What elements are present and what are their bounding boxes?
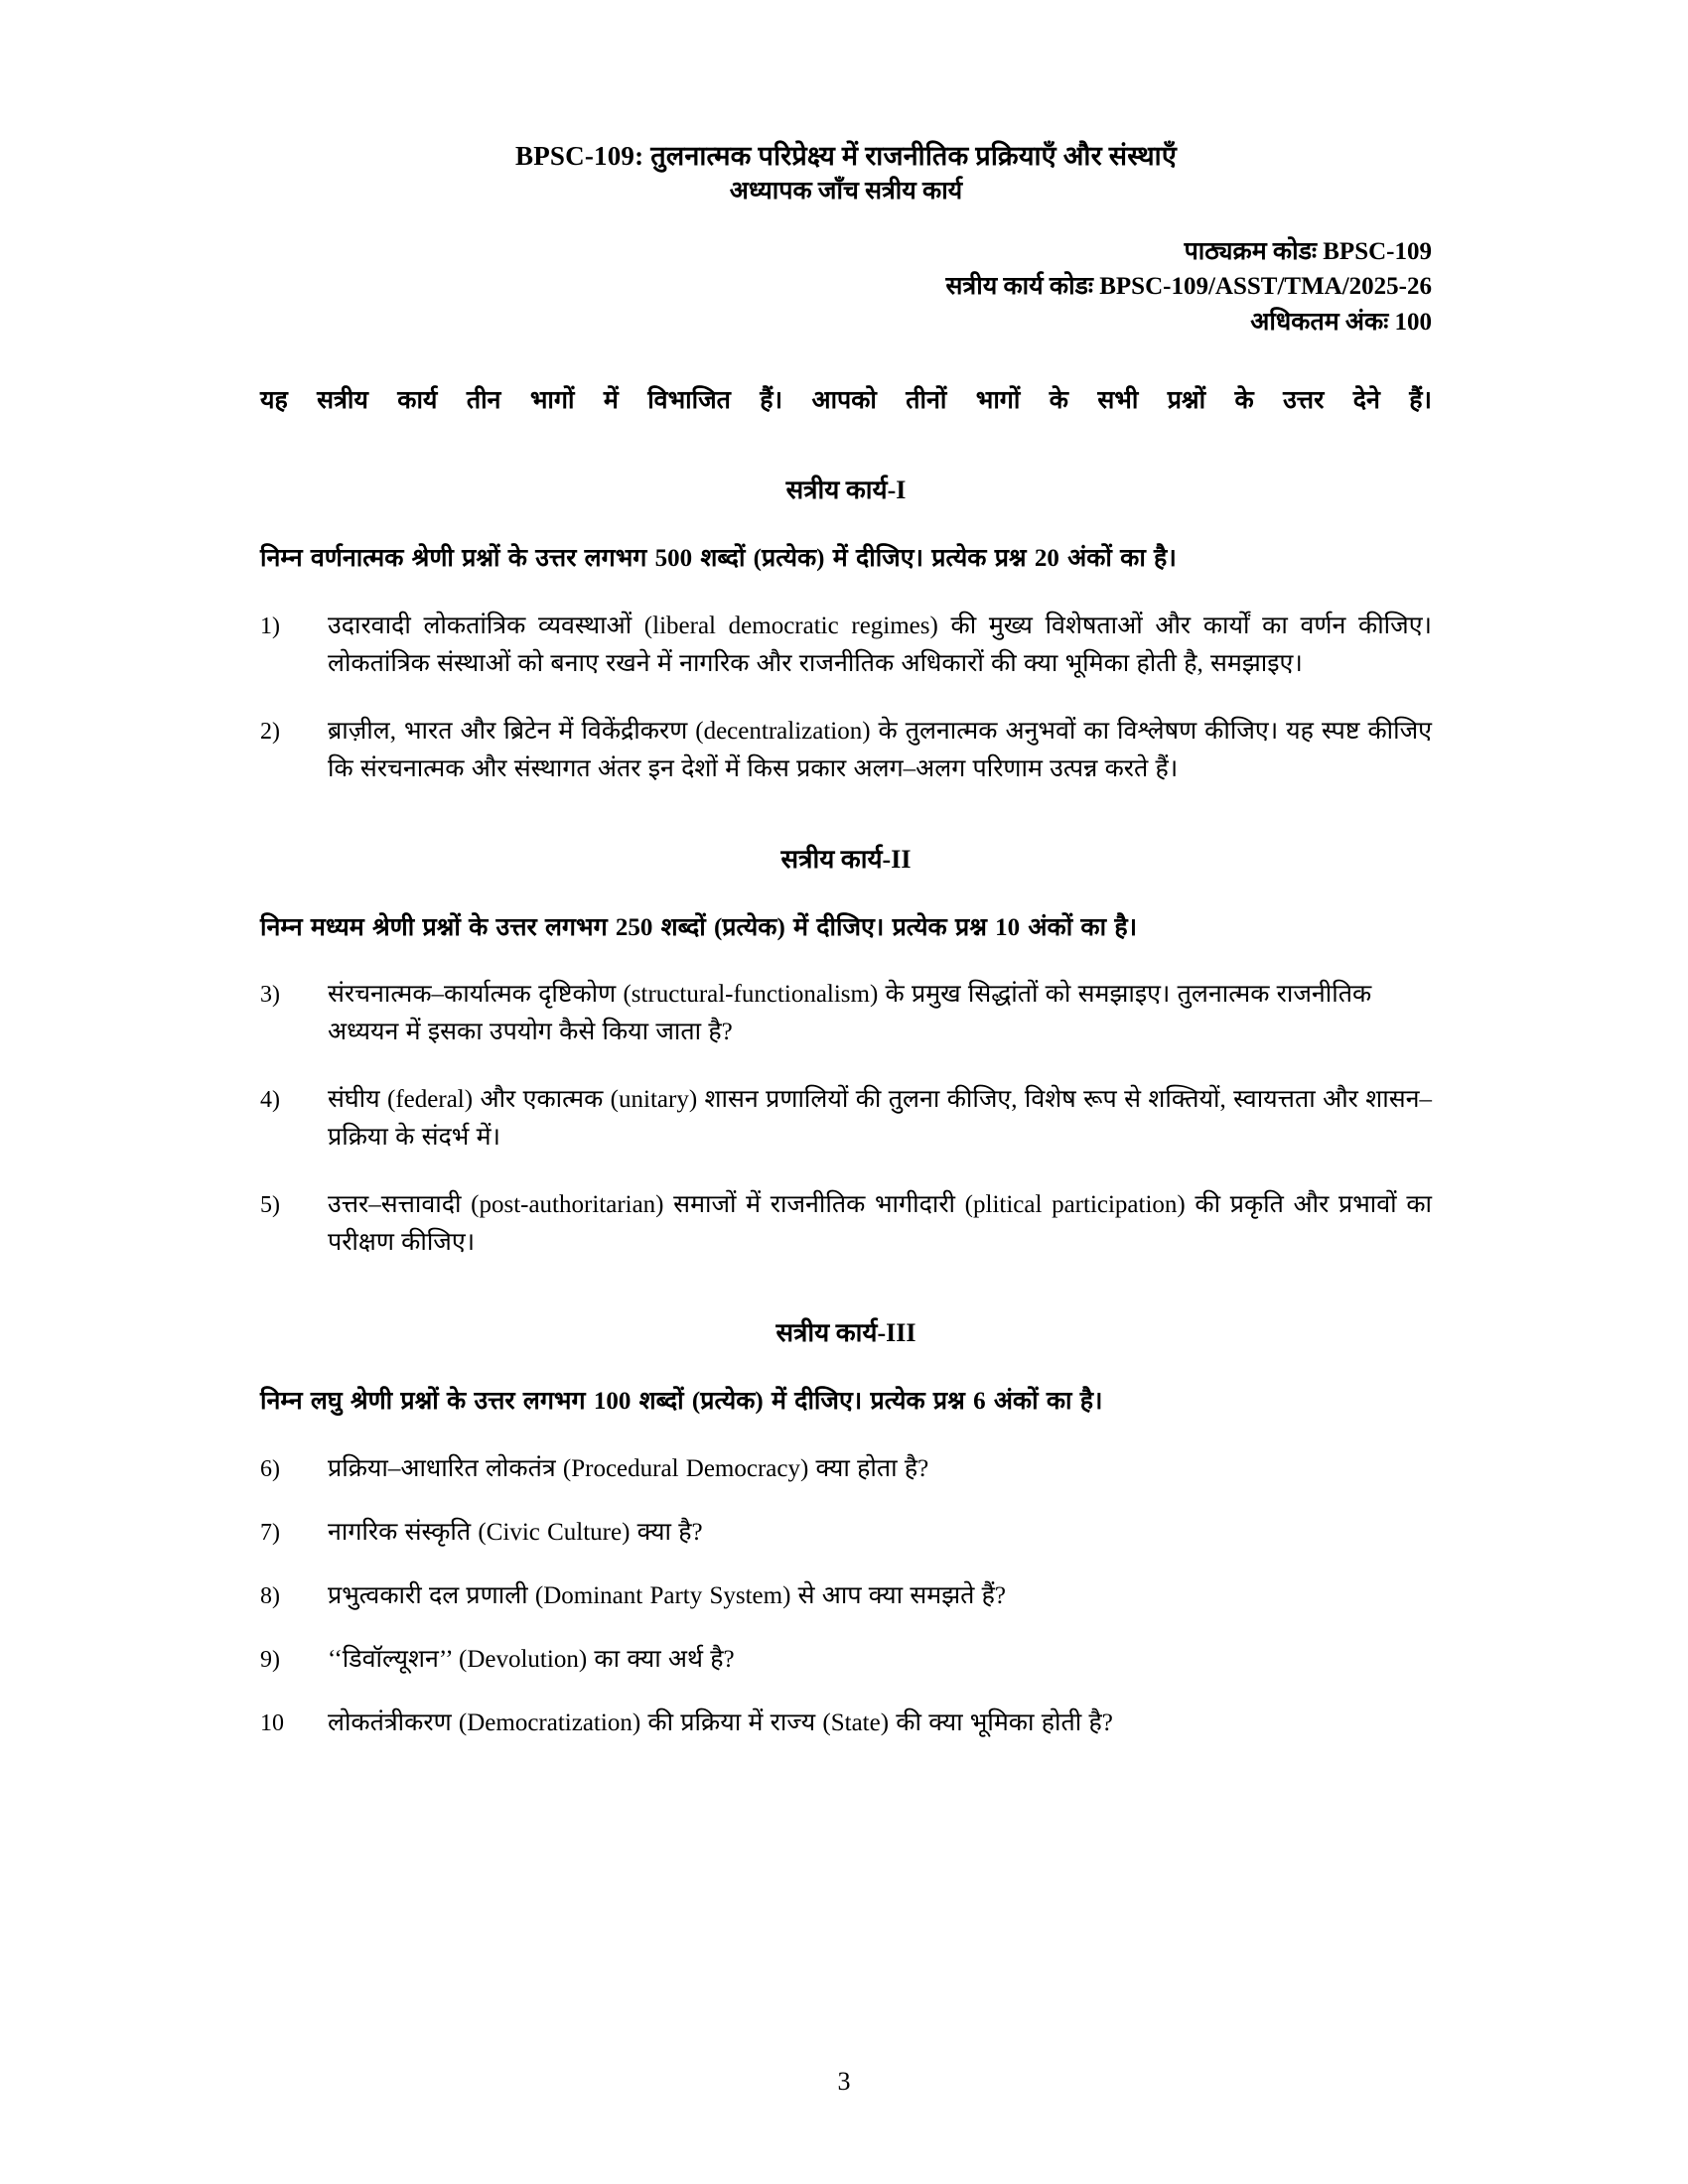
question-text: ब्राज़ील, भारत और ब्रिटेन में विकेंद्रीकरण (decentralization) के तुलनात्मक अनुभवों का विश्लेषण कीजिए। यह स्पष्ट कीजिए कि संरचनात्मक और संस्थागत अंतर इन देशों में किस प्रकार अलग–अलग परिणाम उत्पन्न करते हैं। (328, 717, 1432, 782)
section-heading-1: सत्रीय कार्य-I (785, 476, 907, 505)
question-text: संरचनात्मक–कार्यात्मक दृष्टिकोण (structural-functionalism) के प्रमुख सिद्धांतों को समझाइए। तुलनात्मक राजनीतिक अध्ययन में इसका उपयोग कैसे किया जाता है? (328, 981, 1372, 1046)
question-list-2 (260, 976, 1432, 1262)
question-list-3 (260, 1450, 1432, 1742)
assignment-code: सत्रीय कार्य कोडः BPSC-109/ASST/TMA/2025-26 (945, 273, 1432, 301)
question-item (260, 976, 1432, 1051)
question-number: 10 (260, 1709, 284, 1736)
question-text: उत्तर–सत्तावादी (post-authoritarian) समाजों में राजनीतिक भागीदारी (plitical participation) की प्रकृति और प्रभावों का परीक्षण कीजिए। (328, 1191, 1432, 1257)
page-title: BPSC-109: तुलनात्मक परिप्रेक्ष्य में राजनीतिक प्रक्रियाएँ और संस्थाएँ (515, 141, 1177, 171)
question-item (260, 608, 1432, 683)
assignment-intro: यह सत्रीय कार्य तीन भागों में विभाजित हैं। आपको तीनों भागों के सभी प्रश्नों के उत्तर देने हैं। (260, 387, 1432, 415)
question-item (260, 1450, 1432, 1488)
question-text: ‘‘डिवॉल्यूशन’’ (Devolution) का क्या अर्थ है? (328, 1645, 735, 1673)
question-text: संघीय (federal) और एकात्मक (unitary) शासन प्रणालियों की तुलना कीजिए, विशेष रूप से शक्तियों, स्वायत्तता और शासन–प्रक्रिया के संदर्भ में। (328, 1086, 1432, 1152)
question-number: 7) (260, 1519, 280, 1546)
question-text: प्रभुत्वकारी दल प्रणाली (Dominant Party System) से आप क्या समझते हैं? (328, 1581, 1007, 1609)
course-code: पाठ्यक्रम कोडः BPSC-109 (1184, 237, 1432, 265)
section-heading-2: सत्रीय कार्य-II (780, 844, 912, 874)
question-number: 1) (260, 613, 280, 639)
question-number: 9) (260, 1646, 280, 1673)
question-number: 4) (260, 1087, 280, 1114)
section-heading-3: सत्रीय कार्य-III (775, 1318, 916, 1348)
question-item (260, 1514, 1432, 1552)
question-item (260, 1081, 1432, 1157)
question-item (260, 1577, 1432, 1615)
question-number: 6) (260, 1455, 280, 1482)
question-item (260, 1705, 1432, 1742)
question-list-1 (260, 608, 1432, 788)
question-item (260, 1641, 1432, 1679)
question-number: 2) (260, 718, 280, 745)
page-content (260, 139, 1432, 1768)
page-number: 3 (837, 2067, 851, 2096)
page-subtitle: अध्यापक जाँच सत्रीय कार्य (729, 178, 963, 205)
course-meta-block (260, 234, 1432, 341)
question-text: प्रक्रिया–आधारित लोकतंत्र (Procedural Democracy) क्या होता है? (328, 1454, 929, 1482)
question-text: नागरिक संस्कृति (Civic Culture) क्या है? (328, 1518, 703, 1546)
question-number: 3) (260, 982, 280, 1009)
question-number: 8) (260, 1582, 280, 1609)
maximum-marks: अधिकतम अंकः 100 (1250, 308, 1432, 336)
question-number: 5) (260, 1192, 280, 1219)
section-instruction-1: निम्न वर्णनात्मक श्रेणी प्रश्नों के उत्तर लगभग 500 शब्दों (प्रत्येक) में दीजिए। प्रत्येक प्रश्न 20 अंकों का है। (260, 545, 1177, 573)
section-instruction-2: निम्न मध्यम श्रेणी प्रश्नों के उत्तर लगभग 250 शब्दों (प्रत्येक) में दीजिए। प्रत्येक प्रश्न 10 अंकों का है। (260, 913, 1138, 941)
question-item (260, 1186, 1432, 1262)
section-instruction-3: निम्न लघु श्रेणी प्रश्नों के उत्तर लगभग 100 शब्दों (प्रत्येक) में दीजिए। प्रत्येक प्रश्न 6 अंकों का है। (260, 1388, 1103, 1416)
question-text: उदारवादी लोकतांत्रिक व्यवस्थाओं (liberal democratic regimes) की मुख्य विशेषताओं और कार्यों का वर्णन कीजिए। लोकतांत्रिक संस्थाओं को बनाए रखने में नागरिक और राजनीतिक अधिकारों की क्या भूमिका होती है, समझाइए। (328, 612, 1432, 677)
question-item (260, 713, 1432, 788)
question-text: लोकतंत्रीकरण (Democratization) की प्रक्रिया में राज्य (State) की क्या भूमिका होती है? (328, 1708, 1113, 1736)
